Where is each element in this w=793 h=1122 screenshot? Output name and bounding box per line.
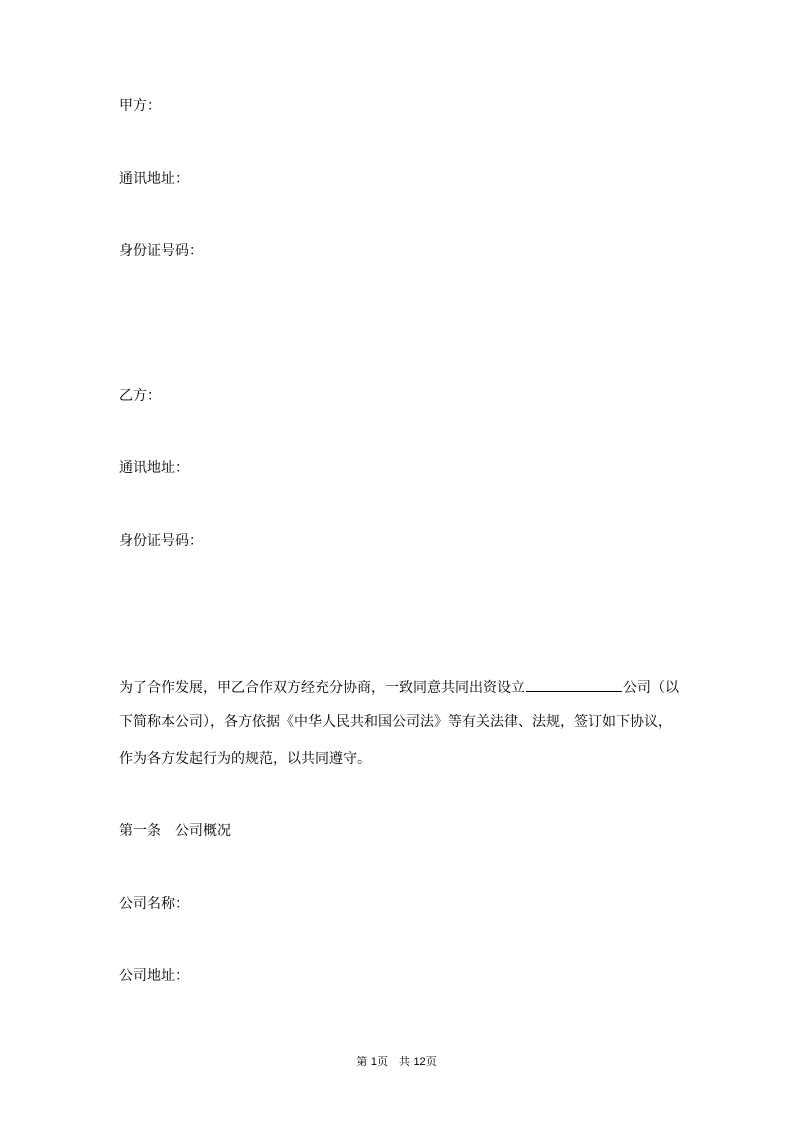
footer-middle: 页 共 <box>376 1055 410 1068</box>
company-name-blank <box>526 677 622 692</box>
party-b-address-label: 通讯地址： <box>119 460 189 476</box>
intro-line-1 <box>119 677 679 697</box>
footer-suffix: 页 <box>425 1055 437 1068</box>
party-a-address-label: 通讯地址： <box>119 171 189 187</box>
party-a-label: 甲方： <box>119 98 161 114</box>
intro-line-1-text: 为了合作发展，甲乙合作双方经充分协商，一致同意共同出资设立 <box>119 680 525 696</box>
page-footer <box>0 1055 793 1069</box>
footer-prefix: 第 <box>356 1055 368 1068</box>
company-address-label: 公司地址： <box>119 968 189 984</box>
party-b-id-label: 身份证号码： <box>119 533 203 549</box>
intro-line-1-tail: 公司（以 <box>623 680 679 696</box>
company-name-label: 公司名称： <box>119 896 189 912</box>
party-a-id-label: 身份证号码： <box>119 243 203 259</box>
footer-page-number: 1 <box>370 1056 377 1068</box>
party-b-label: 乙方： <box>119 388 161 404</box>
intro-line-2: 下简称本公司），各方依据《中华人民共和国公司法》等有关法律、法规，签订如下协议， <box>119 714 672 730</box>
intro-line-3: 作为各方发起行为的规范，以共同遵守。 <box>119 751 371 767</box>
article-1-heading: 第一条 公司概况 <box>119 823 231 839</box>
footer-total-pages: 12 <box>413 1056 426 1068</box>
